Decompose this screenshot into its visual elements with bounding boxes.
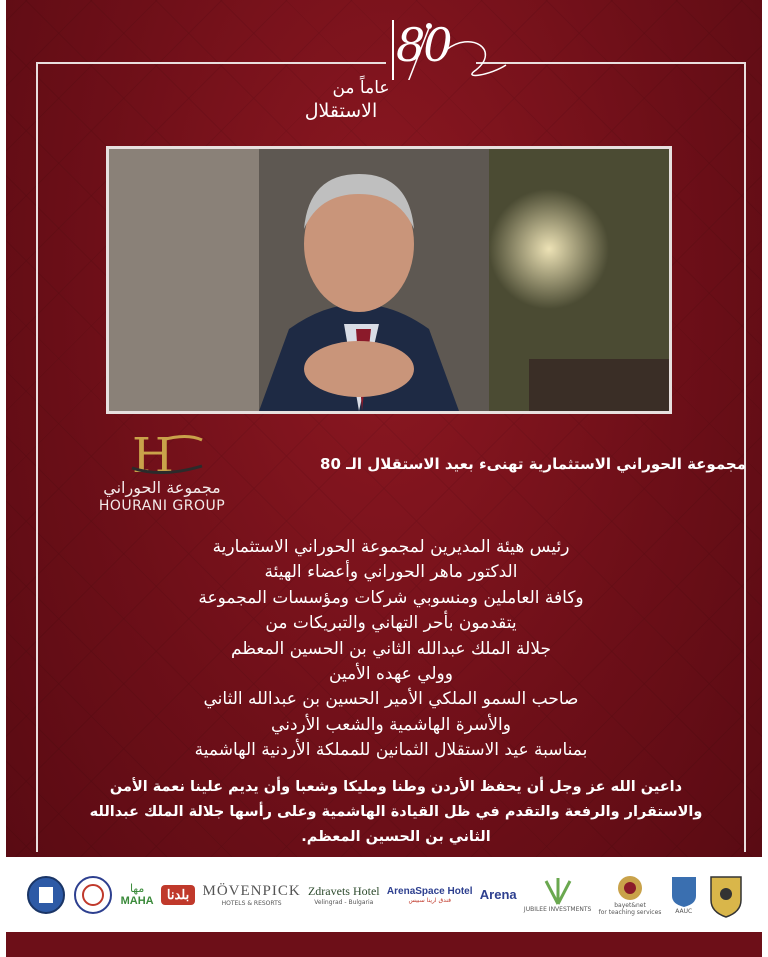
zdravets-logo [308,884,380,906]
bayet-logo [599,874,662,916]
arena-logo [480,887,517,902]
arenaspace-arabic: فندق ارينا سبيس [408,896,451,904]
body-line: وكافة العاملين ومنسوبي شركات ومؤسسات المجموعة [198,587,584,608]
body-line: يتقدمون بأحر التهاني والتبريكات من [265,613,517,634]
congratulation-lines [156,535,626,764]
baladna-logo [161,885,195,905]
round-seal-logo-icon [73,875,113,915]
frame-line [476,62,746,64]
movenpick-label: MÖVENPICK [202,882,301,899]
aauc-label: AAUC [675,908,693,915]
maha-arabic: مها [129,882,145,895]
jubilee-leaf-icon [541,876,575,906]
body-line: الدكتور ماهر الحوراني وأعضاء الهيئة [264,562,518,583]
logo-english-name: HOURANI GROUP [98,498,226,514]
body-line: جلالة الملك عبدالله الثاني بن الحسين المعظم [231,638,551,659]
body-line: وولي عهده الأمين [329,663,453,684]
frame-line [36,62,38,852]
arenaspace-label: ArenaSpace Hotel [386,885,473,897]
emblem-graphic-icon [271,10,511,80]
emblem-number: 80 [396,18,451,72]
emblem-line-2: الاستقلال [304,100,378,122]
king-portrait-photo [106,146,672,414]
logo-arabic-name: مجموعة الحوراني [103,478,221,497]
body-line: بمناسبة عيد الاستقلال الثمانين للمملكة الأردنية الهاشمية [194,740,588,761]
bayet-emblem-icon [616,874,644,902]
aauc-logo [669,874,699,915]
jubilee-label: JUBILEE INVESTMENTS [523,906,592,913]
maha-label: MAHA [120,895,154,907]
maha-logo [121,882,154,907]
hourani-group-logo [92,428,232,518]
university-seal-logo-icon [26,875,66,915]
emblem-line-1: عاماً من [332,78,390,98]
body-line: والأسرة الهاشمية والشعب الأردني [271,714,511,735]
bottom-band [6,932,762,957]
bayet-label: bayet&net [614,901,646,909]
aauc-shield-icon [669,874,699,908]
partner-logos [26,862,746,927]
jubilee-logo [524,876,591,913]
baladna-label: بلدنا [161,885,195,905]
movenpick-sub: HOTELS & RESORTS [221,899,282,907]
headline: مجموعة الحوراني الاستثمارية تهنىء بعيد الاستقلال الـ 80 [320,455,746,473]
prayer-paragraph: داعين الله عز وجل أن يحفظ الأردن وطنا ومليكا وشعبا وأن يديم علينا نعمة الأمن والاستقرار والرفعة والتقدم في ظل القيادة الهاشمية وعلى رأسها جلالة الملك عبدالله الثاني بن الحسين المعظم. [89,779,703,845]
portrait-illustration [109,149,669,411]
movenpick-logo [203,883,301,907]
body-line: صاحب السمو الملكي الأمير الحسين بن عبدالله الثاني [203,689,579,710]
arena-label: Arena [479,887,517,902]
svg-text:H: H [132,428,174,478]
body-line: رئيس هيئة المديرين لمجموعة الحوراني الاستثمارية [212,537,570,557]
shield-logo-icon [706,872,746,918]
bayet-sub: for teaching services [598,908,662,916]
zdravets-label: Zdravets Hotel [307,883,380,898]
hourani-h-logo-icon [92,428,232,478]
independence-emblem [271,10,511,125]
arenaspace-logo [387,886,473,904]
zdravets-sub: Velingrad - Bulgaria [314,898,374,906]
